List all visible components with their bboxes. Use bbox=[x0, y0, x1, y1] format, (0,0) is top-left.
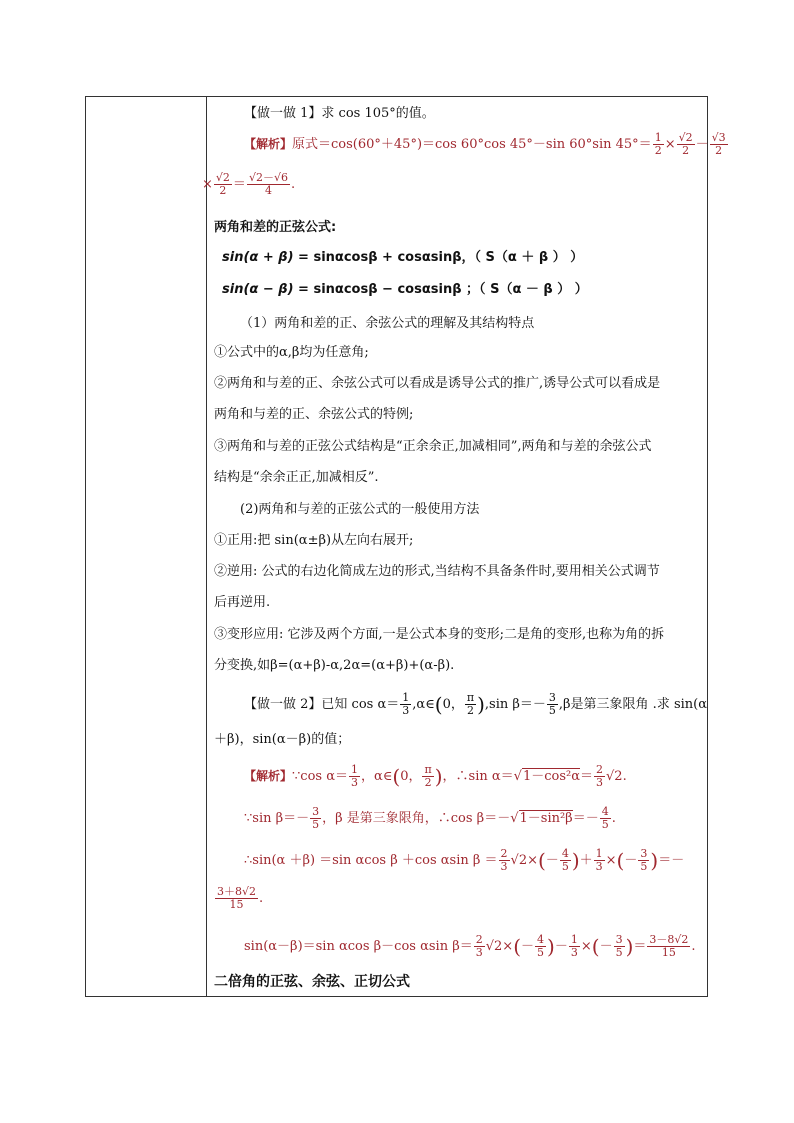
example-2-solution-line-5: sin(α－β)＝sin αcos β－cos αsin β＝ $\frac{2}{3}$ √2×(－ $\frac{4}{5}$ )－ $\frac{1}{3}$ ×(－ $\frac{3}{5}$ )＝ $\frac{3-8√2}{15}$ . bbox=[244, 933, 696, 959]
usage-item-3-line-1: ③变形应用: 它涉及两个方面,一是公式本身的变形;二是角的变形,也称为角的拆 bbox=[214, 627, 665, 642]
fraction: $\frac{1}{3}$ bbox=[402, 691, 410, 717]
fraction: $\frac{√2}{2}$ bbox=[678, 131, 693, 157]
solution-tag: 【解析】 bbox=[244, 137, 293, 151]
usage-item-2-line-2: 后再逆用. bbox=[214, 595, 271, 610]
understanding-item-3-line-1: ③两角和与差的正弦公式结构是“正余余正,加减相同”,两角和与差的余弦公式 bbox=[214, 439, 652, 454]
fraction: $\frac{3}{5}$ bbox=[640, 847, 648, 873]
sine-formula-heading: 两角和差的正弦公式: bbox=[214, 220, 337, 235]
fraction: $\frac{\pi}{2}$ bbox=[424, 763, 432, 789]
fraction: $\frac{√2-√6}{4}$ bbox=[248, 171, 288, 197]
usage-item-1: ①正用:把 sin(α±β)从左向右展开; bbox=[214, 533, 414, 548]
solution-tag: 【解析】 bbox=[244, 769, 293, 783]
fraction: $\frac{3}{5}$ bbox=[312, 805, 320, 831]
fraction: $\frac{3}{5}$ bbox=[615, 933, 623, 959]
fraction: $\frac{2}{3}$ bbox=[475, 933, 483, 959]
fraction: $\frac{3-8√2}{15}$ bbox=[649, 933, 689, 959]
solution-text: 原式＝cos(60°＋45°)＝cos 60°cos 45°－sin 60°sin 45°＝ bbox=[292, 137, 652, 152]
fraction: $\frac{√2}{2}$ bbox=[215, 171, 230, 197]
sine-difference-formula: sin(α − β) = sinαcosβ − cosαsinβ ；（ S（α － β ） ） bbox=[222, 282, 588, 297]
understanding-item-3-line-2: 结构是“余余正正,加减相反”. bbox=[214, 470, 379, 485]
example-1-question bbox=[244, 106, 435, 122]
fraction: $\frac{2}{3}$ bbox=[596, 763, 604, 789]
example-1-solution-line-2: × $\frac{√2}{2}$ ＝ $\frac{√2-√6}{4}$ . bbox=[202, 171, 296, 197]
example-2-question-line-1: 【做一做 2】已知 cos α＝ $\frac{1}{3}$ ,α∈(0， $\frac{\pi}{2}$ ),sin β＝－ $\frac{3}{5}$ ,β是第三象限角 .求 sin(α bbox=[244, 691, 708, 717]
example-2-solution-line-2: ∵sin β＝－ $\frac{3}{5}$ ，β 是第三象限角，∴cos β＝－√1－sin²β＝－ $\frac{4}{5}$ . bbox=[244, 805, 616, 831]
fraction: $\frac{1}{3}$ bbox=[595, 847, 603, 873]
example-1-solution-line-1: 【解析】原式＝cos(60°＋45°)＝cos 60°cos 45°－sin 60°sin 45°＝ $\frac{1}{2}$ × $\frac{√2}{2}$ － $\frac{√3}{2}$ bbox=[244, 131, 726, 157]
fraction: $\frac{1}{3}$ bbox=[350, 763, 358, 789]
fraction: $\frac{3}{5}$ bbox=[548, 691, 556, 717]
example-2-question-line-2: ＋β)，sin(α－β)的值； bbox=[214, 732, 351, 747]
example-1-prefix: 【做一做 1】 bbox=[244, 106, 322, 121]
fraction: $\frac{√3}{2}$ bbox=[711, 131, 726, 157]
fraction: $\frac{\pi}{2}$ bbox=[466, 691, 475, 717]
sine-sum-formula: sin(α + β) = sinαcosβ + cosαsinβ，（ S（α ＋ β ） ） bbox=[222, 250, 584, 265]
understanding-item-1: ①公式中的α,β均为任意角; bbox=[214, 345, 369, 360]
fraction: $\frac{1}{3}$ bbox=[570, 933, 578, 959]
fraction: $\frac{1}{2}$ bbox=[654, 131, 662, 157]
fraction: $\frac{3+8√2}{15}$ bbox=[217, 885, 257, 911]
example-2-solution-line-3: ∴sin(α ＋β) ＝sin αcos β ＋cos αsin β ＝ $\frac{2}{3}$ √2×(－ $\frac{4}{5}$ )＋ $\frac{1}{3}$ ×(－ $\frac{3}{5}$ )＝－ bbox=[244, 847, 685, 873]
understanding-item-2-line-1: ②两角和与差的正、余弦公式可以看成是诱导公式的推广,诱导公式可以看成是 bbox=[214, 376, 661, 391]
example-2-solution-line-1: 【解析】∵cos α＝ $\frac{1}{3}$ ，α∈(0， $\frac{\pi}{2}$ )，∴sin α＝√1－cos²α＝ $\frac{2}{3}$ √2. bbox=[244, 763, 627, 789]
fraction: $\frac{4}{5}$ bbox=[601, 805, 609, 831]
table-column-divider bbox=[206, 96, 207, 997]
understanding-item-2-line-2: 两角和与差的正、余弦公式的特例; bbox=[214, 407, 414, 422]
usage-item-2-line-1: ②逆用: 公式的右边化简成左边的形式,当结构不具备条件时,要用相关公式调节 bbox=[214, 564, 660, 579]
example-2-solution-line-4: $\frac{3+8√2}{15}$ . bbox=[217, 885, 264, 911]
fraction: $\frac{4}{5}$ bbox=[537, 933, 545, 959]
usage-title: (2)两角和与差的正弦公式的一般使用方法 bbox=[240, 502, 480, 517]
section-heading: 二倍角的正弦、余弦、正切公式 bbox=[214, 974, 410, 990]
understanding-title: （1）两角和差的正、余弦公式的理解及其结构特点 bbox=[240, 316, 535, 331]
usage-item-3-line-2: 分变换,如β=(α+β)-α,2α=(α+β)+(α-β). bbox=[214, 658, 455, 673]
fraction: $\frac{4}{5}$ bbox=[561, 847, 569, 873]
fraction: $\frac{2}{3}$ bbox=[500, 847, 508, 873]
example-1-text: 求 cos 105°的值。 bbox=[321, 106, 435, 121]
